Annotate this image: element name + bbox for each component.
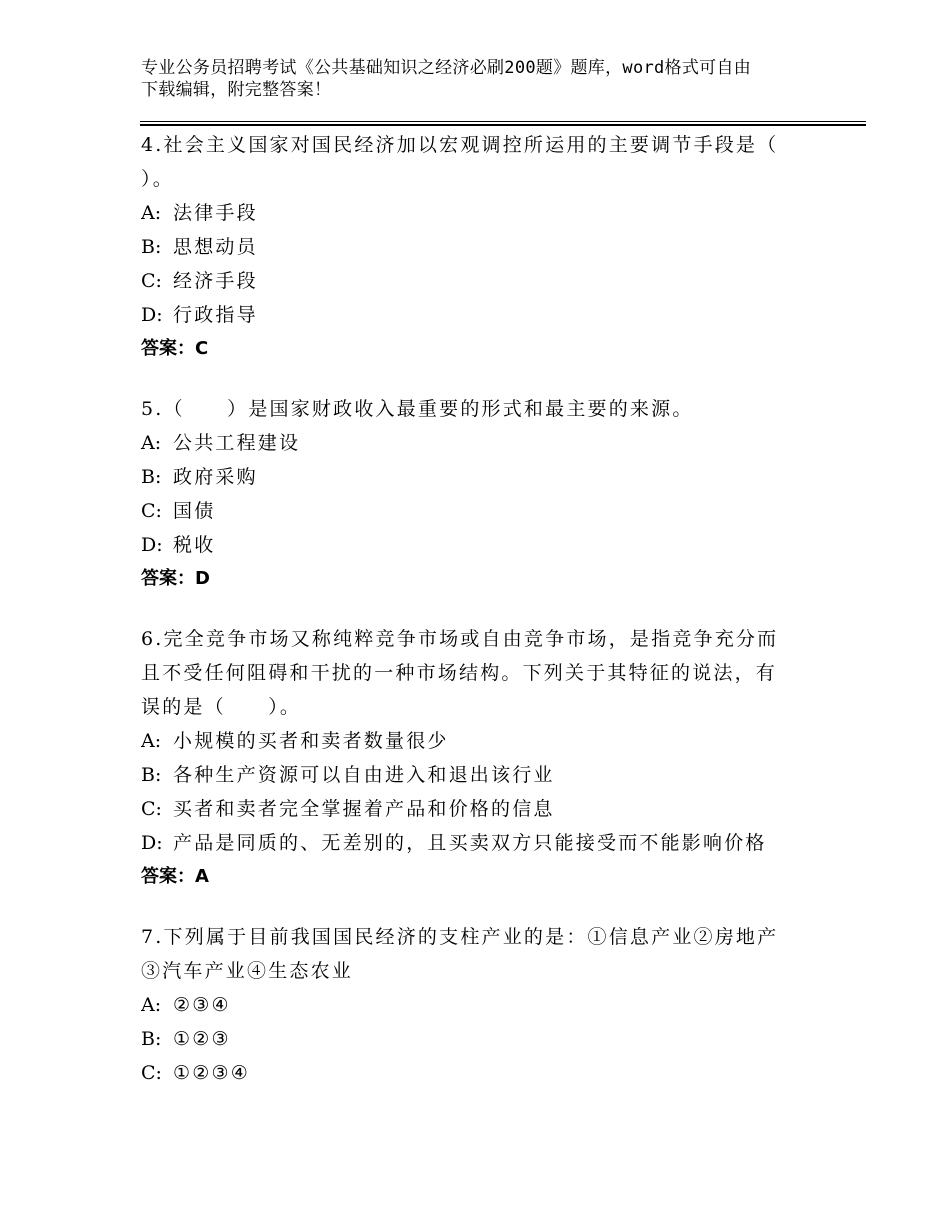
option-b	[141, 758, 821, 792]
option-key: C:	[141, 1062, 162, 1084]
option-b	[141, 460, 821, 494]
option-b	[141, 230, 821, 264]
document-header	[141, 57, 821, 101]
option-text: ①②③	[173, 1028, 231, 1050]
option-key: B:	[141, 1028, 162, 1050]
question-stem-line: 7.下列属于目前我国国民经济的支柱产业的是：①信息产业②房地产	[141, 926, 779, 948]
option-text: 小规模的买者和卖者数量很少	[173, 730, 449, 752]
option-a	[141, 196, 821, 230]
option-a	[141, 724, 821, 758]
header-divider-thick	[140, 124, 866, 126]
option-key: D:	[141, 304, 163, 326]
question-stem-line: 6.完全竞争市场又称纯粹竞争市场或自由竞争市场，是指竞争充分而	[141, 628, 779, 650]
answer-line: 答案：D	[141, 568, 210, 589]
option-d	[141, 528, 821, 562]
option-key: A:	[141, 730, 162, 752]
option-text: 法律手段	[173, 202, 258, 224]
answer-line: 答案：A	[141, 866, 209, 887]
question-6	[141, 622, 821, 894]
question-stem-line: ）。	[141, 168, 174, 190]
option-text: 买者和卖者完全掌握着产品和价格的信息	[173, 798, 555, 820]
header-divider-thin	[140, 121, 866, 122]
question-4	[141, 128, 821, 366]
option-key: C:	[141, 270, 162, 292]
question-stem-line: 且不受任何阻碍和干扰的一种市场结构。下列关于其特征的说法，有	[141, 662, 778, 684]
option-text: 产品是同质的、无差别的，且买卖双方只能接受而不能影响价格	[173, 832, 767, 854]
question-5	[141, 392, 821, 596]
option-text: 政府采购	[173, 466, 258, 488]
option-key: B:	[141, 236, 162, 258]
option-c	[141, 792, 821, 826]
option-key: A:	[141, 994, 162, 1016]
option-key: D:	[141, 832, 163, 854]
question-stem-line: ③汽车产业④生态农业	[141, 960, 354, 982]
option-d	[141, 298, 821, 332]
option-key: B:	[141, 764, 162, 786]
option-c	[141, 1056, 821, 1090]
option-b	[141, 1022, 821, 1056]
option-text: 经济手段	[173, 270, 258, 292]
header-line-1: 专业公务员招聘考试《公共基础知识之经济必刷200题》题库，word格式可自由	[141, 58, 752, 78]
question-stem-line: 误的是（ ）。	[141, 696, 302, 718]
option-text: 思想动员	[173, 236, 258, 258]
option-text: 各种生产资源可以自由进入和退出该行业	[173, 764, 555, 786]
option-a	[141, 988, 821, 1022]
option-c	[141, 264, 821, 298]
option-key: B:	[141, 466, 162, 488]
option-text: ①②③④	[173, 1062, 250, 1084]
option-text: 税收	[173, 534, 216, 556]
answer-line: 答案：C	[141, 338, 209, 359]
option-text: 公共工程建设	[173, 432, 301, 454]
question-list	[141, 128, 821, 1116]
question-7	[141, 920, 821, 1090]
option-key: C:	[141, 500, 162, 522]
header-line-2: 下载编辑，附完整答案！	[141, 80, 332, 100]
option-text: ②③④	[173, 994, 231, 1016]
option-key: D:	[141, 534, 163, 556]
option-text: 国债	[173, 500, 216, 522]
question-stem-line: 4.社会主义国家对国民经济加以宏观调控所运用的主要调节手段是（	[141, 134, 779, 156]
option-d	[141, 826, 821, 860]
option-key: A:	[141, 432, 162, 454]
option-key: C:	[141, 798, 162, 820]
option-c	[141, 494, 821, 528]
option-a	[141, 426, 821, 460]
option-text: 行政指导	[173, 304, 258, 326]
option-key: A:	[141, 202, 162, 224]
question-stem-line: 5.（ ）是国家财政收入最重要的形式和最主要的来源。	[141, 398, 694, 420]
